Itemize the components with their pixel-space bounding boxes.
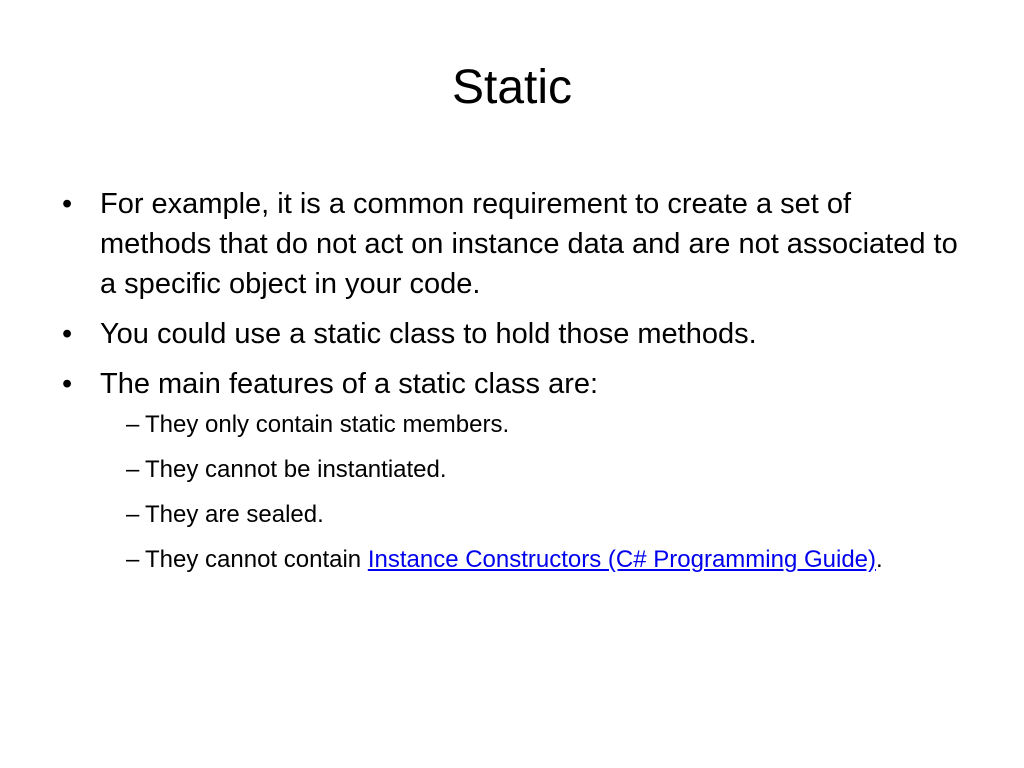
sub-bullet-item: [100, 498, 960, 532]
sub-bullet-text-after-link: .: [876, 546, 883, 573]
bullet-text: You could use a static class to hold those methods.: [100, 318, 757, 350]
slide-content: [60, 184, 960, 588]
sub-bullet-item: [100, 408, 960, 442]
bullet-item: [60, 184, 960, 304]
bullet-text: The main features of a static class are:: [100, 368, 599, 400]
sub-bullet-item: [100, 543, 960, 577]
bullet-marker: •: [62, 368, 73, 400]
dash-marker: –: [126, 546, 140, 573]
bullet-marker: •: [62, 318, 73, 350]
bullet-item: [60, 364, 960, 577]
dash-marker: –: [126, 501, 140, 528]
bullet-list: [60, 184, 960, 577]
sub-bullet-text-before-link: They cannot contain: [145, 546, 368, 573]
slide-title: Static: [451, 61, 573, 114]
dash-marker: –: [126, 456, 140, 483]
sub-bullet-text: They cannot be instantiated.: [145, 456, 447, 483]
instance-constructors-link[interactable]: Instance Constructors (C# Programming Guide): [367, 546, 877, 573]
sub-bullet-item: [100, 453, 960, 487]
bullet-item: [60, 314, 960, 354]
bullet-marker: •: [62, 188, 73, 220]
bullet-text: For example, it is a common requirement to create a set of methods that do not act on instance data and are not associated to a specific object in your code.: [100, 188, 958, 300]
sub-bullet-list: [100, 408, 960, 577]
sub-bullet-text: They only contain static members.: [145, 411, 510, 438]
dash-marker: –: [126, 411, 140, 438]
sub-bullet-text: They are sealed.: [145, 501, 324, 528]
